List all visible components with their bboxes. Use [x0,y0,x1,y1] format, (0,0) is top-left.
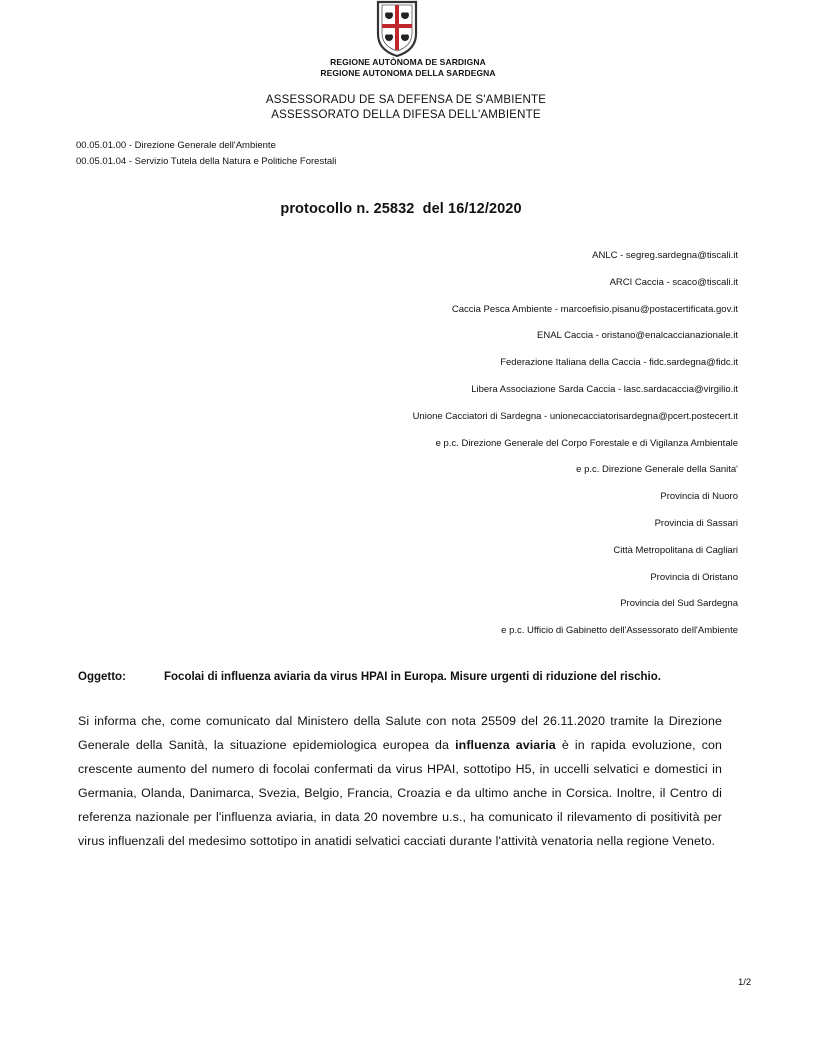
department-sardinian: ASSESSORADU DE SA DEFENSA DE S'AMBIENTE [265,94,547,106]
region-name-sardinian: REGIONE AUTÒNOMA DE SARDIGNA [330,57,486,67]
subject-text: Focolai di influenza aviaria da virus HPAI in Europa. Misure urgenti di riduzione del rischio. [164,671,661,683]
region-name-italian: REGIONE AUTONOMA DELLA SARDEGNA [320,68,496,78]
recipient-item: ENAL Caccia - oristano@enalcaccianazionale.it [537,330,738,342]
recipient-item: Provincia di Sassari [654,517,738,529]
recipient-item: Unione Cacciatori di Sardegna - unionecacciatorisardegna@pcert.postecert.it [412,410,738,422]
recipient-item: Provincia del Sud Sardegna [620,598,738,610]
office-line: 00.05.01.00 - Direzione Generale dell'Ambiente [76,140,276,151]
region-name-block [0,57,816,79]
recipient-item: ANLC - segreg.sardegna@tiscali.it [592,250,738,261]
body-emphasis: influenza aviaria [455,738,556,752]
protocol-date: del 16/12/2020 [422,201,522,217]
department-block [0,93,812,123]
recipient-item: e p.c. Direzione Generale del Corpo Forestale e di Vigilanza Ambientale [435,437,738,449]
page-number: 1/2 [738,977,752,988]
office-line: 00.05.01.04 - Servizio Tutela della Natura e Politiche Forestali [76,156,337,167]
sardinia-coat-of-arms-icon [373,0,421,58]
body-paragraph [78,709,722,853]
recipient-item: Provincia di Nuoro [660,491,738,503]
recipient-item: Libera Associazione Sarda Caccia - lasc.sardacaccia@virgilio.it [471,383,738,395]
subject-line [78,671,738,683]
recipients-list [413,246,738,648]
subject-label: Oggetto: [78,671,126,683]
body-text-part: Si informa che, come comunicato dal Ministero della Salute con nota 25509 del 26.11.2020 tramite la Direzione Generale della Sanità, la situazione epidemiologica europea da [78,714,722,752]
protocol-number: protocollo n. 25832 [280,201,415,217]
recipient-item: Provincia di Oristano [650,571,738,583]
body-text-part: è in rapida evoluzione, con crescente aumento del numero di focolai confermati da virus HPAI, sottotipo H5, in uccelli selvatici e domestici in Germania, Olanda, Danimarca, Svezia, Belgio, Francia, Croazia e da ultimo anche in Corsica. Inoltre, il Centro di referenza nazionale per l'influenza aviaria, in data 20 novembre u.s., ha comunicato il rilevamento di positività per virus influenzali del medesimo sottotipo in anatidi selvatici cacciati durante l'attività venatoria nella regione Veneto. [78,738,723,848]
recipient-item: Caccia Pesca Ambiente - marcoefisio.pisanu@postacertificata.gov.it [451,303,738,315]
recipient-item: e p.c. Direzione Generale della Sanita' [576,464,738,476]
recipient-item: Federazione Italiana della Caccia - fidc.sardegna@fidc.it [500,357,738,369]
protocol-line [0,201,802,217]
department-italian: ASSESSORATO DELLA DIFESA DELL'AMBIENTE [271,109,541,121]
offices-list [76,138,336,170]
recipient-item: ARCI Caccia - scaco@tiscali.it [609,276,738,288]
recipient-item: e p.c. Ufficio di Gabinetto dell'Assessorato dell'Ambiente [501,625,738,637]
recipient-item: Città Metropolitana di Cagliari [613,544,738,556]
